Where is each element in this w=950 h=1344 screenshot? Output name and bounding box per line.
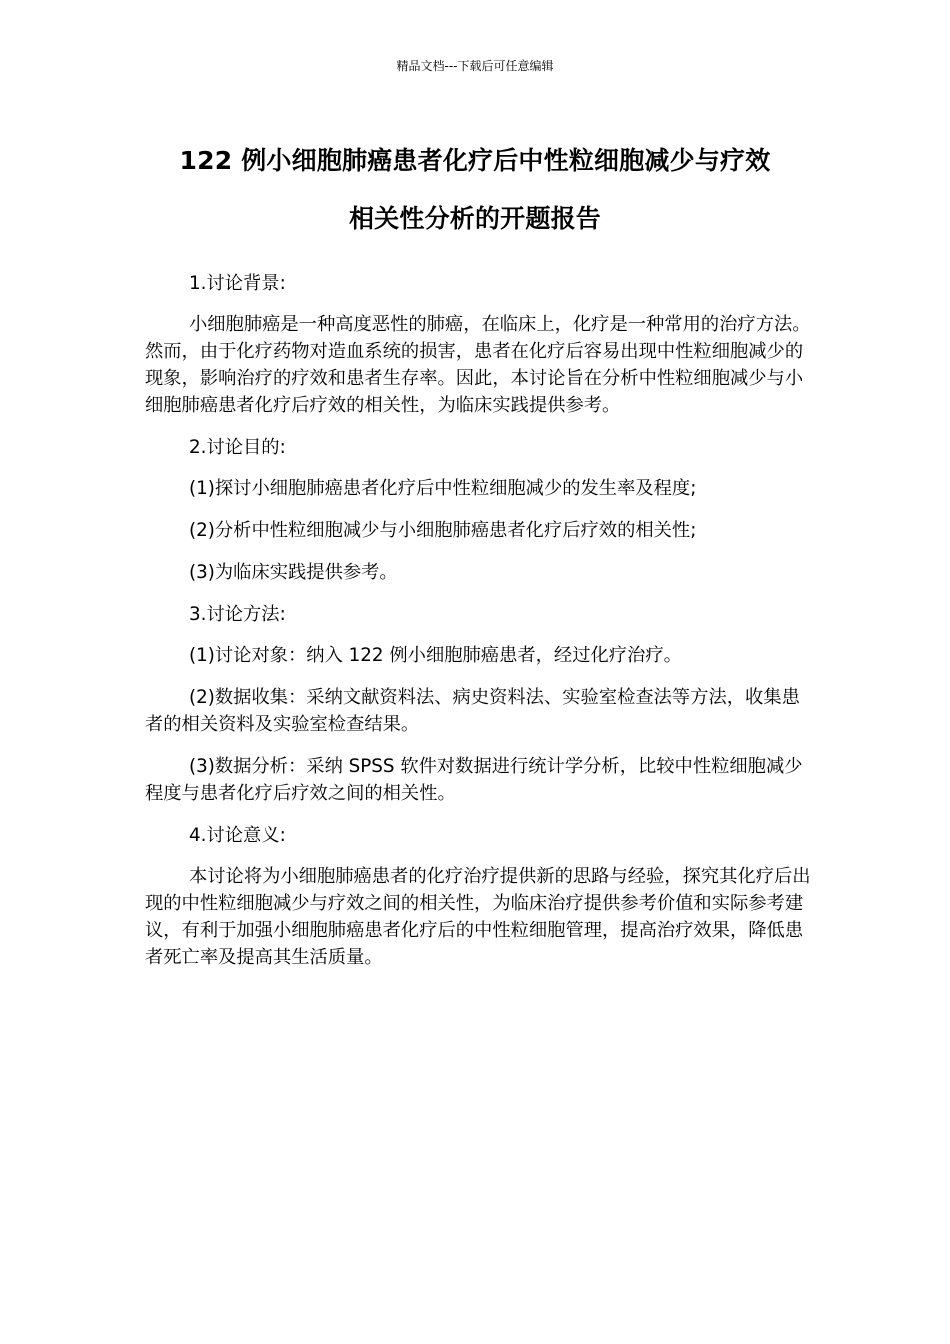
- document-title: [140, 132, 810, 248]
- methods-item: (2)数据收集：采纳文献资料法、病史资料法、实验室检查法等方法，收集患者的相关资料及实验室检查结果。: [145, 687, 800, 735]
- section-heading-methods: 3.讨论方法:: [189, 604, 286, 625]
- significance-paragraph: 本讨论将为小细胞肺癌患者的化疗治疗提供新的思路与经验，探究其化疗后出现的中性粒细胞减少与疗效之间的相关性，为临床治疗提供参考价值和实际参考建议，有利于加强小细胞肺癌患者化疗后的中性粒细胞管理，提高治疗效果，降低患者死亡率及提高其生活质量。: [145, 866, 811, 968]
- background-paragraph: 小细胞肺癌是一种高度恶性的肺癌，在临床上，化疗是一种常用的治疗方法。然而，由于化疗药物对造血系统的损害，患者在化疗后容易出现中性粒细胞减少的现象，影响治疗的疗效和患者生存率。因此，本讨论旨在分析中性粒细胞减少与小细胞肺癌患者化疗后疗效的相关性，为临床实践提供参考。: [145, 314, 811, 416]
- title-line-2: 相关性分析的开题报告: [348, 204, 601, 233]
- title-line-1: 122 例小细胞肺癌患者化疗后中性粒细胞减少与疗效: [179, 146, 771, 175]
- document-body: [145, 270, 813, 986]
- section-heading-significance: 4.讨论意义:: [189, 825, 286, 846]
- purpose-item: (1)探讨小细胞肺癌患者化疗后中性粒细胞减少的发生率及程度;: [189, 478, 697, 499]
- section-heading-purpose: 2.讨论目的:: [189, 437, 286, 458]
- methods-item: (1)讨论对象：纳入 122 例小细胞肺癌患者，经过化疗治疗。: [189, 645, 682, 666]
- page-header: 精品文档---下载后可任意编辑: [396, 59, 554, 73]
- purpose-item: (3)为临床实践提供参考。: [189, 562, 398, 583]
- section-heading-background: 1.讨论背景:: [189, 273, 286, 294]
- methods-item: (3)数据分析：采纳 SPSS 软件对数据进行统计学分析，比较中性粒细胞减少程度与患者化疗后疗效之间的相关性。: [145, 756, 803, 804]
- purpose-item: (2)分析中性粒细胞减少与小细胞肺癌患者化疗后疗效的相关性;: [189, 520, 697, 541]
